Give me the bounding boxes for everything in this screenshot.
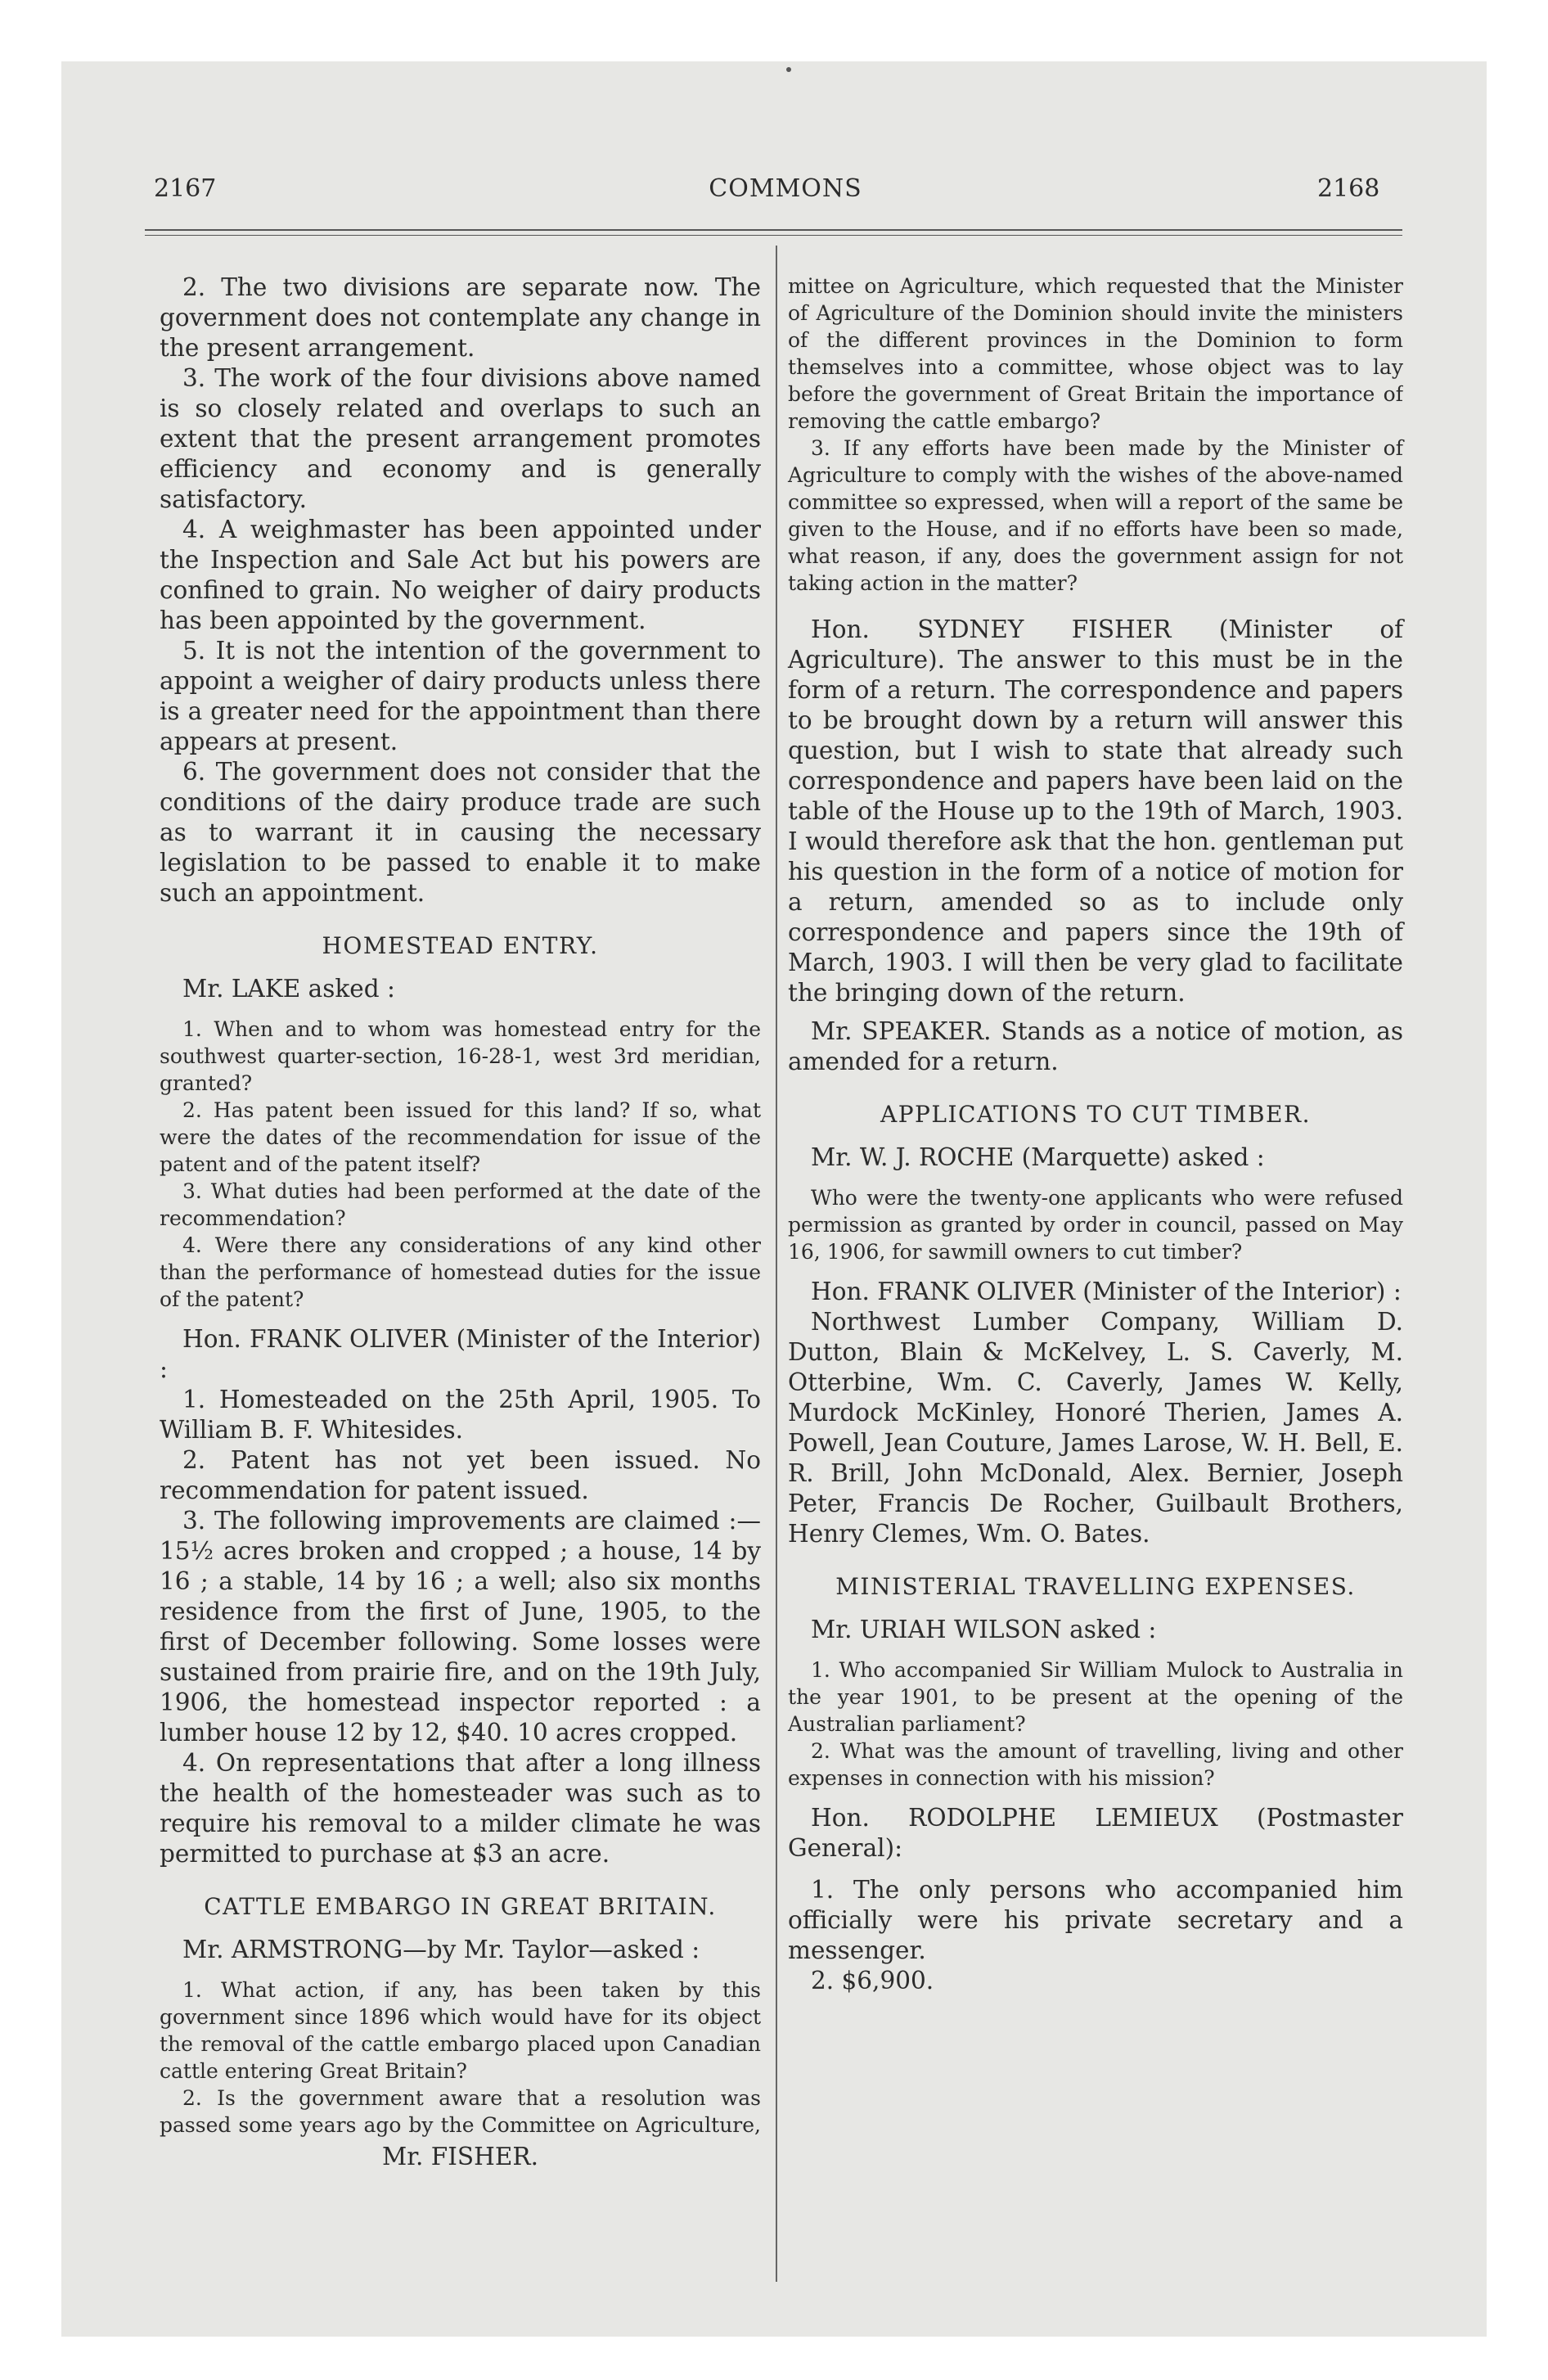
question-continuation: mittee on Agriculture, which requested that the Minister of Agriculture of the Dominion should invite the ministers of the different provinces in the Dominion to form themselves into a committee, whose object was to lay before the government of Great Britain the importance of removing the cattle embargo? [788, 274, 1403, 433]
answer-paragraph: 4. A weighmaster has been appointed under the Inspection and Sale Act but his powers are confined to grain. No weigher of dairy products has been appointed by the government. [160, 516, 761, 634]
question-paragraph: 2. Is the government aware that a resolution was passed some years ago by the Committee on Agriculture, [160, 2086, 761, 2137]
header-rule [145, 229, 1402, 231]
section-heading-timber: APPLICATIONS TO CUT TIMBER. [880, 1101, 1311, 1128]
answer-paragraph: 2. Patent has not yet been issued. No recommendation for patent issued. [160, 1446, 761, 1504]
question-paragraph: 3. If any efforts have been made by the Minister of Agriculture to comply with the wishes of the above-named committee so expressed, when will a report of the same be given to the House, and if no efforts have been so made, what reason, if any, does the government assign for not taking action in the matter? [788, 436, 1403, 595]
question-paragraph: 3. What duties had been performed at the date of the recommendation? [160, 1179, 761, 1230]
answerer-line: Hon. FRANK OLIVER (Minister of the Interior) : [160, 1325, 761, 1383]
page-number-left: 2167 [154, 174, 217, 203]
page-number-right: 2168 [1317, 174, 1380, 203]
answerer-line: Hon. RODOLPHE LEMIEUX (Postmaster General): [788, 1804, 1403, 1862]
asker-line: Mr. W. J. ROCHE (Marquette) asked : [811, 1143, 1265, 1171]
answer-paragraph: 2. $6,900. [811, 1967, 934, 1995]
right-column [788, 273, 1403, 1996]
scanned-page [61, 61, 1487, 2337]
answer-paragraph: Northwest Lumber Company, William D. Dutton, Blain & McKelvey, L. S. Caverly, M. Otterbine, Wm. C. Caverly, James W. Kelly, Murdock McKinley, Honoré Therien, James A. Powell, Jean Couture, James Larose, W. H. Bell, E. R. Brill, John McDonald, Alex. Bernier, Joseph Peter, Francis De Rocher, Guilbault Brothers, Henry Clemes, Wm. O. Bates. [788, 1308, 1403, 1548]
question-paragraph: Who were the twenty-one applicants who were refused permission as granted by order in council, passed on May 16, 1906, for sawmill owners to cut timber? [788, 1186, 1403, 1264]
question-paragraph: 1. What action, if any, has been taken by this government since 1896 which would have for its object the removal of the cattle embargo placed upon Canadian cattle entering Great Britain? [160, 1978, 761, 2083]
answer-paragraph: 1. Homesteaded on the 25th April, 1905. To William B. F. Whitesides. [160, 1386, 761, 1444]
answer-paragraph: 3. The following improvements are claimed :—15½ acres broken and cropped ; a house, 14 by 16 ; a stable, 14 by 16 ; a well; also six months residence from the first of June, 1905, to the first of December following. Some losses were sustained from prairie fire, and on the 19th July, 1906, the homestead inspector reported : a lumber house 12 by 12, $40. 10 acres cropped. [160, 1507, 761, 1747]
question-paragraph: 4. Were there any considerations of any kind other than the performance of homestead duties for the issue of the patent? [160, 1233, 761, 1311]
question-paragraph: 2. Has patent been issued for this land? If so, what were the dates of the recommendation for issue of the patent and of the patent itself? [160, 1098, 761, 1176]
answer-paragraph: 4. On representations that after a long illness the health of the homesteader was such as to require his removal to a milder climate he was permitted to purchase at $3 an acre. [160, 1749, 761, 1868]
catchword: Mr. FISHER. [381, 2143, 538, 2170]
answer-paragraph: 6. The government does not consider that the conditions of the dairy produce trade are such as to warrant it in causing the necessary legislation to be passed to enable it to make such an appointment. [160, 758, 761, 907]
answer-paragraph: 1. The only persons who accompanied him officially were his private secretary and a messenger. [788, 1876, 1403, 1964]
asker-line: Mr. URIAH WILSON asked : [811, 1616, 1157, 1643]
section-heading-homestead: HOMESTEAD ENTRY. [322, 932, 599, 959]
asker-line: Mr. LAKE asked : [182, 975, 395, 1003]
question-paragraph: 2. What was the amount of travelling, living and other expenses in connection with his mission? [788, 1739, 1403, 1790]
speaker-ruling: Mr. SPEAKER. Stands as a notice of motion, as amended for a return. [788, 1017, 1403, 1075]
answer-paragraph: 3. The work of the four divisions above named is so closely related and overlaps to such an extent that the present arrangement promotes efficiency and economy and is generally satisfactory. [160, 364, 761, 513]
answer-paragraph: 5. It is not the intention of the government to appoint a weigher of dairy products unless there is a greater need for the appointment than there appears at present. [160, 637, 761, 755]
answerer-line: Hon. FRANK OLIVER (Minister of the Interior) : [811, 1278, 1402, 1305]
answer-paragraph: 2. The two divisions are separate now. The government does not contemplate any change in the present arrangement. [160, 273, 761, 362]
section-heading-travel: MINISTERIAL TRAVELLING EXPENSES. [835, 1573, 1356, 1600]
ink-dot [786, 67, 791, 72]
running-title: COMMONS [709, 174, 862, 203]
question-paragraph: 1. Who accompanied Sir William Mulock to Australia in the year 1901, to be present at the opening of the Australian parliament? [788, 1658, 1403, 1736]
left-column [160, 273, 761, 2172]
question-paragraph: 1. When and to whom was homestead entry for the southwest quarter-section, 16-28-1, west 3rd meridian, granted? [160, 1017, 761, 1095]
header-rule-thin [145, 235, 1402, 236]
section-heading-cattle: CATTLE EMBARGO IN GREAT BRITAIN. [204, 1893, 717, 1920]
column-divider [776, 246, 777, 2282]
asker-line: Mr. ARMSTRONG—by Mr. Taylor—asked : [182, 1936, 700, 1963]
answer-fisher: Hon. SYDNEY FISHER (Minister of Agriculture). The answer to this must be in the form of a return. The correspondence and papers to be brought down by a return will answer this question, but I wish to state that already such correspondence and papers have been laid on the table of the House up to the 19th of March, 1903. I would therefore ask that the hon. gentleman put his question in the form of a notice of motion for a return, amended so as to include only correspondence and papers since the 19th of March, 1903. I will then be very glad to facilitate the bringing down of the return. [788, 615, 1403, 1007]
